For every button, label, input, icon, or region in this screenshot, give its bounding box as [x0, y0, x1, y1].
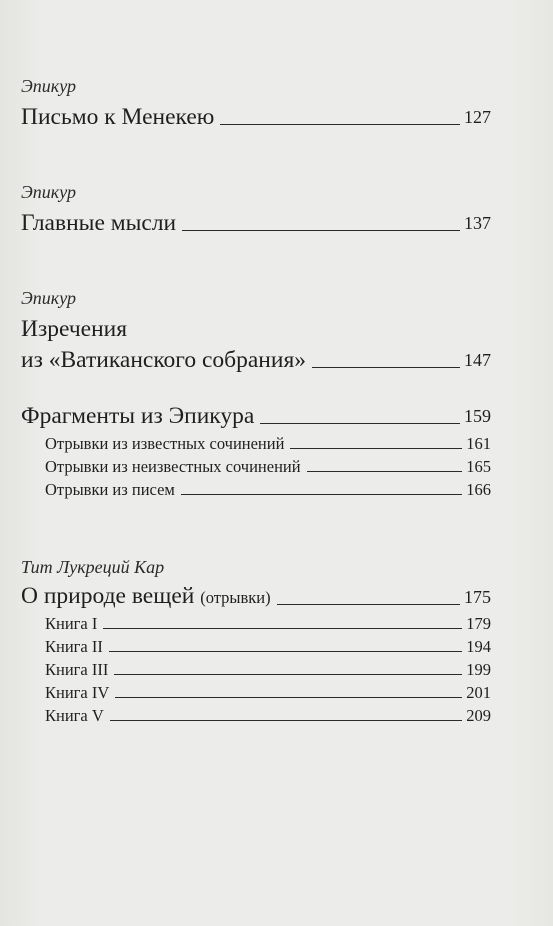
toc-subentry-book-4[interactable]: [21, 681, 491, 704]
entry-title-line2: из «Ватиканского собрания»: [21, 347, 307, 373]
author-name: Эпикур: [21, 182, 76, 202]
entry-title-main: О природе вещей: [21, 583, 195, 609]
subentry-title: Отрывки из писем: [45, 480, 175, 499]
page-number: 165: [466, 457, 491, 476]
entry-title: [21, 583, 271, 611]
page-number: 209: [466, 706, 491, 725]
toc-subentry-letters[interactable]: [21, 478, 491, 501]
entry-title: Главные мысли: [21, 210, 177, 236]
page-number: 127: [464, 107, 491, 127]
toc-subentry-known-works[interactable]: [21, 432, 491, 455]
leader-line: [181, 494, 462, 495]
leader-line: [307, 471, 463, 472]
toc-subentry-book-2[interactable]: [21, 635, 491, 658]
toc-subentry-unknown-works[interactable]: [21, 455, 491, 478]
author-name: Эпикур: [21, 288, 76, 308]
subentry-title: Книга III: [45, 660, 109, 679]
toc-subentry-book-1[interactable]: [21, 612, 491, 635]
toc-entry-letter-menoeceus[interactable]: [21, 104, 491, 131]
toc-entry-fragments[interactable]: [21, 403, 491, 430]
leader-line: [109, 651, 462, 652]
page-number: 147: [464, 350, 491, 370]
page-number: 137: [464, 213, 491, 233]
leader-line: [277, 604, 460, 605]
toc-section-vatican-sayings: [21, 288, 491, 374]
toc-section-lucretius: [21, 557, 491, 727]
subentry-title: Отрывки из неизвестных сочинений: [45, 457, 301, 476]
entry-title-line1: Изречения: [21, 316, 128, 342]
page-number: 159: [464, 406, 491, 426]
toc-section-principal-doctrines: [21, 182, 491, 237]
entry-title-note: (отрывки): [200, 588, 271, 607]
entry-title: Письмо к Менекею: [21, 104, 215, 130]
page-number: 161: [466, 434, 491, 453]
page-number: 175: [464, 587, 491, 607]
page-number: 199: [466, 660, 491, 679]
subentry-title: Книга II: [45, 637, 103, 656]
leader-line: [114, 674, 462, 675]
leader-line: [115, 697, 462, 698]
leader-line: [312, 367, 460, 368]
subentry-title: Отрывки из известных сочинений: [45, 434, 285, 453]
toc-subentry-book-5[interactable]: [21, 704, 491, 727]
author-name: Тит Лукреций Кар: [21, 557, 165, 577]
toc-section-fragments: [21, 403, 491, 501]
toc-subentry-book-3[interactable]: [21, 658, 491, 681]
page-number: 201: [466, 683, 491, 702]
author-name: Эпикур: [21, 76, 76, 96]
page-number: 194: [466, 637, 491, 656]
toc-section-letter-menoeceus: [21, 76, 491, 131]
subentry-title: Книга I: [45, 614, 98, 633]
leader-line: [290, 448, 462, 449]
subentry-title: Книга V: [45, 706, 104, 725]
leader-line: [110, 720, 462, 721]
toc-entry-de-rerum-natura[interactable]: [21, 583, 491, 611]
toc-entry-vatican-sayings[interactable]: [21, 347, 491, 374]
page-number: 179: [466, 614, 491, 633]
leader-line: [220, 124, 460, 125]
leader-line: [260, 423, 460, 424]
toc-entry-principal-doctrines[interactable]: [21, 210, 491, 237]
page-number: 166: [466, 480, 491, 499]
leader-line: [103, 628, 462, 629]
leader-line: [182, 230, 460, 231]
subentry-title: Книга IV: [45, 683, 110, 702]
entry-title: Фрагменты из Эпикура: [21, 403, 255, 429]
